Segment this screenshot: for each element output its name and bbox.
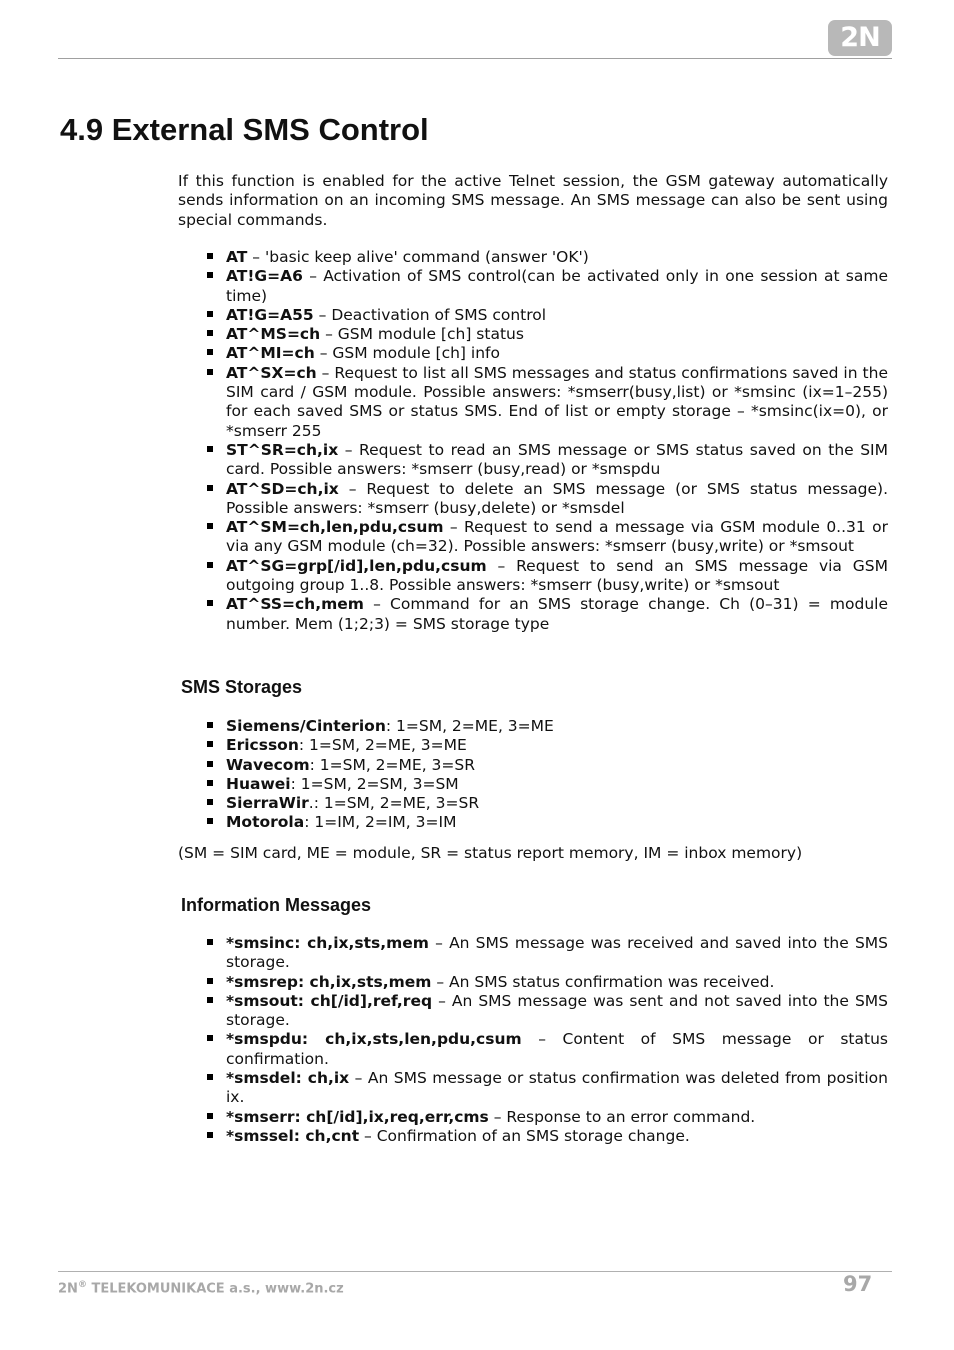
storage-list [0,717,888,833]
footer-divider [58,1271,892,1272]
bullet-icon [207,799,213,805]
list-item: AT^SG=grp[/id],len,pdu,csum – Request to send an SMS message via GSM outgoing group 1..8. Possible answers: *smserr (busy,write) or *smsout [226,557,888,596]
list-item: *smsdel: ch,ix – An SMS message or status confirmation was deleted from position ix. [226,1069,888,1108]
info-message-list [0,934,888,1146]
company-logo: 2N [828,20,892,56]
command-list [0,248,888,634]
bullet-icon [207,722,213,728]
bullet-icon [207,761,213,767]
bullet-icon [207,818,213,824]
list-item: *smsrep: ch,ix,sts,mem – An SMS status confirmation was received. [226,973,888,992]
header-divider [58,58,892,59]
list-item: Wavecom: 1=SM, 2=ME, 3=SR [226,756,888,775]
bullet-icon [207,523,213,529]
page-title: 4.9 External SMS Control [60,112,429,147]
intro-paragraph: If this function is enabled for the active Telnet session, the GSM gateway automatically sends information on an incoming SMS message. An SMS message can also be sent using special commands. [178,172,888,229]
bullet-icon [207,349,213,355]
bullet-icon [207,997,213,1003]
list-item: SierraWir.: 1=SM, 2=ME, 3=SR [226,794,888,813]
list-item: AT!G=A55 – Deactivation of SMS control [226,306,888,325]
bullet-icon [207,741,213,747]
list-item: AT^SM=ch,len,pdu,csum – Request to send a message via GSM module 0..31 or via any GSM module (ch=32). Possible answers: *smserr (busy,write) or *smsout [226,518,888,557]
bullet-icon [207,485,213,491]
list-item: AT^SD=ch,ix – Request to delete an SMS message (or SMS status message). Possible answers: *smserr (busy,delete) or *smsdel [226,480,888,519]
bullet-icon [207,311,213,317]
list-item: *smsout: ch[/id],ref,req – An SMS message was sent and not saved into the SMS storage. [226,992,888,1031]
list-item: *smsinc: ch,ix,sts,mem – An SMS message was received and saved into the SMS storage. [226,934,888,973]
storages-note: (SM = SIM card, ME = module, SR = status report memory, IM = inbox memory) [178,844,803,862]
bullet-icon [207,978,213,984]
list-item: Huawei: 1=SM, 2=SM, 3=SM [226,775,888,794]
list-item: Siemens/Cinterion: 1=SM, 2=ME, 3=ME [226,717,888,736]
bullet-icon [207,272,213,278]
list-item: ST^SR=ch,ix – Request to read an SMS message or SMS status saved on the SIM card. Possible answers: *smserr (busy,read) or *smspdu [226,441,888,480]
bullet-icon [207,1074,213,1080]
sms-storages-heading: SMS Storages [181,677,303,697]
bullet-icon [207,1113,213,1119]
bullet-icon [207,1132,213,1138]
bullet-icon [207,780,213,786]
bullet-icon [207,330,213,336]
bullet-icon [207,253,213,259]
list-item: *smspdu: ch,ix,sts,len,pdu,csum – Content of SMS message or status confirmation. [226,1030,888,1069]
bullet-icon [207,369,213,375]
information-messages-heading: Information Messages [181,895,372,915]
bullet-icon [207,446,213,452]
page-number: 97 [843,1272,873,1296]
bullet-icon [207,600,213,606]
list-item: Motorola: 1=IM, 2=IM, 3=IM [226,813,888,832]
list-item: AT – 'basic keep alive' command (answer 'OK') [226,248,888,267]
list-item: Ericsson: 1=SM, 2=ME, 3=ME [226,736,888,755]
list-item: AT^SX=ch – Request to list all SMS messages and status confirmations saved in the SIM card / GSM module. Possible answers: *smserr(busy,list) or *smsinc (ix=1–255) for each saved SMS or status SMS. End of list or empty storage – *smsinc(ix=0), or *smserr 255 [226,364,888,441]
list-item: AT^MS=ch – GSM module [ch] status [226,325,888,344]
list-item: AT^SS=ch,mem – Command for an SMS storage change. Ch (0–31) = module number. Mem (1;2;3) = SMS storage type [226,595,888,634]
list-item: *smssel: ch,cnt – Confirmation of an SMS storage change. [226,1127,888,1146]
list-item: AT^MI=ch – GSM module [ch] info [226,344,888,363]
list-item: *smserr: ch[/id],ix,req,err,cms – Response to an error command. [226,1108,888,1127]
footer-company: 2N® TELEKOMUNIKACE a.s., www.2n.cz [58,1280,344,1297]
bullet-icon [207,562,213,568]
bullet-icon [207,1035,213,1041]
list-item: AT!G=A6 – Activation of SMS control(can be activated only in one session at same time) [226,267,888,306]
bullet-icon [207,939,213,945]
